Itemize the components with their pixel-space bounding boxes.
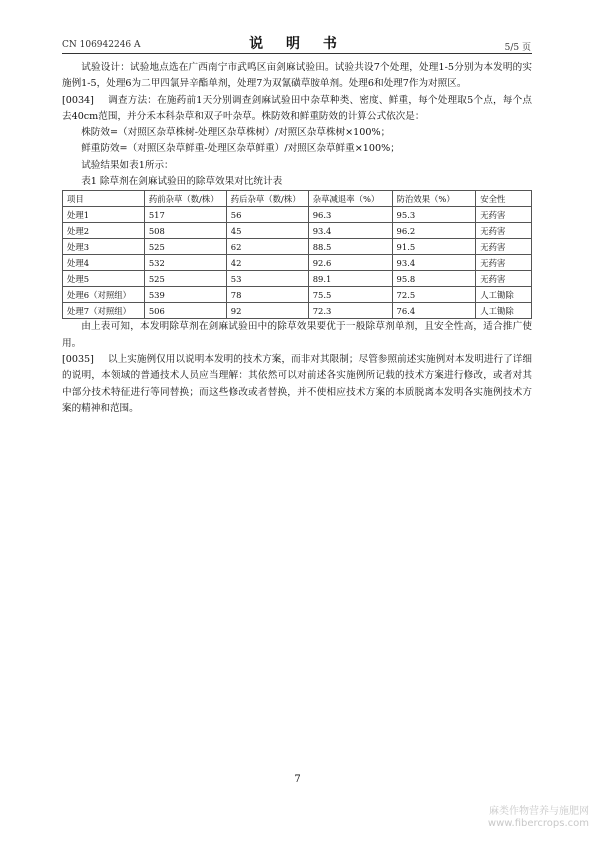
table-cell: 无药害: [476, 223, 532, 239]
table-cell: 92: [226, 303, 308, 319]
table-cell: 93.4: [308, 223, 392, 239]
paragraph-0034: [62, 93, 532, 126]
table-cell: 88.5: [308, 239, 392, 255]
table-cell: 96.3: [308, 207, 392, 223]
table-cell: 95.3: [392, 207, 476, 223]
document-title: 说 明 书: [249, 36, 346, 52]
table-row: [63, 223, 532, 239]
table-cell: 处理2: [63, 223, 145, 239]
table-header-row: [63, 191, 532, 207]
table-caption: 表1 除草剂在剑麻试验田的除草效果对比统计表: [81, 176, 283, 188]
table-cell: 75.5: [308, 287, 392, 303]
table-cell: 525: [144, 271, 226, 287]
table-cell: 517: [144, 207, 226, 223]
paragraph-text: 调查方法：在施药前1天分别调查剑麻试验田中杂草种类、密度、鲜重，每个处理取5个点，每个点去40cm范围，并分禾本科杂草和双子叶杂草。株防效和鲜重防效的计算公式依次是：: [62, 94, 532, 122]
table-cell: 525: [144, 239, 226, 255]
table-cell: 506: [144, 303, 226, 319]
page-number: 7: [294, 774, 301, 785]
table-cell: 42: [226, 255, 308, 271]
table-cell: 无药害: [476, 207, 532, 223]
table-cell: 处理7（对照组）: [63, 303, 145, 319]
watermark-url: www.fibercrops.com: [487, 818, 589, 829]
table-row: [63, 303, 532, 319]
table-row: [63, 239, 532, 255]
table-cell: 91.5: [392, 239, 476, 255]
table-cell: 45: [226, 223, 308, 239]
column-header: 杂草减退率（%）: [308, 191, 392, 207]
table-cell: 处理4: [63, 255, 145, 271]
table-cell: 人工锄除: [476, 303, 532, 319]
table-cell: 532: [144, 255, 226, 271]
table-row: [63, 271, 532, 287]
column-header: 防治效果（%）: [392, 191, 476, 207]
patent-number: CN 106942246 A: [62, 40, 141, 50]
table-cell: 93.4: [392, 255, 476, 271]
formula-plant-control: 株防效=（对照区杂草株树-处理区杂草株树）/对照区杂草株树×100%；: [81, 127, 391, 139]
paragraph-number: [0034]: [62, 94, 94, 106]
table-cell: 处理1: [63, 207, 145, 223]
table-cell: 无药害: [476, 239, 532, 255]
table-row: [63, 255, 532, 271]
table-cell: 处理5: [63, 271, 145, 287]
paragraph-number: [0035]: [62, 353, 94, 365]
paragraph-text: 以上实施例仅用以说明本发明的技术方案，而非对其限制；尽管参照前述实施例对本发明进行了详细的说明，本领域的普通技术人员应当理解：其依然可以对前述各实施例所记载的技术方案进行修改，或者对其中部分技术特征进行等同替换；而这些修改或者替换，并不使相应技术方案的本质脱离本发明各实施例技术方案的精神和范围。: [62, 353, 532, 414]
table-cell: 无药害: [476, 271, 532, 287]
table-cell: 76.4: [392, 303, 476, 319]
column-header: 项目: [63, 191, 145, 207]
paragraph-test-design: 试验设计：试验地点选在广西南宁市武鸣区亩剑麻试验田。试验共设7个处理，处理1-5分别为本发明的实施例1-5，处理6为二甲四氯异辛酯单剂，处理7为双氰磺草胺单剂。处理6和处理7作为对照区。: [62, 62, 532, 90]
table-cell: 78: [226, 287, 308, 303]
table-cell: 72.3: [308, 303, 392, 319]
table-cell: 95.8: [392, 271, 476, 287]
table-row: [63, 287, 532, 303]
table-cell: 处理6（对照组）: [63, 287, 145, 303]
table-cell: 53: [226, 271, 308, 287]
header-divider: [62, 53, 532, 54]
formula-fresh-weight-control: 鲜重防效=（对照区杂草鲜重-处理区杂草鲜重）/对照区杂草鲜重×100%；: [81, 143, 400, 155]
table-cell: 62: [226, 239, 308, 255]
table-cell: 539: [144, 287, 226, 303]
watermark: [488, 806, 589, 830]
table-row: [63, 207, 532, 223]
table-cell: 508: [144, 223, 226, 239]
table-cell: 人工锄除: [476, 287, 532, 303]
paragraph-0035: [62, 352, 532, 417]
column-header: 药前杂草（数/株）: [144, 191, 226, 207]
watermark-site-name: 麻类作物营养与施肥网: [489, 806, 589, 817]
column-header: 药后杂草（数/株）: [226, 191, 308, 207]
table-cell: 72.5: [392, 287, 476, 303]
page-indicator: 5/5 页: [504, 43, 531, 53]
results-intro: 试验结果如表1所示：: [81, 159, 174, 171]
column-header: 安全性: [476, 191, 532, 207]
table-cell: 92.6: [308, 255, 392, 271]
table-cell: 56: [226, 207, 308, 223]
table-cell: 处理3: [63, 239, 145, 255]
table-cell: 89.1: [308, 271, 392, 287]
table-cell: 96.2: [392, 223, 476, 239]
table-cell: 无药害: [476, 255, 532, 271]
document-body: [62, 60, 532, 417]
results-table: [62, 190, 532, 319]
paragraph-conclusion: 由上表可知，本发明除草剂在剑麻试验田中的除草效果要优于一般除草剂单剂，且安全性高，适合推广使用。: [62, 321, 532, 349]
